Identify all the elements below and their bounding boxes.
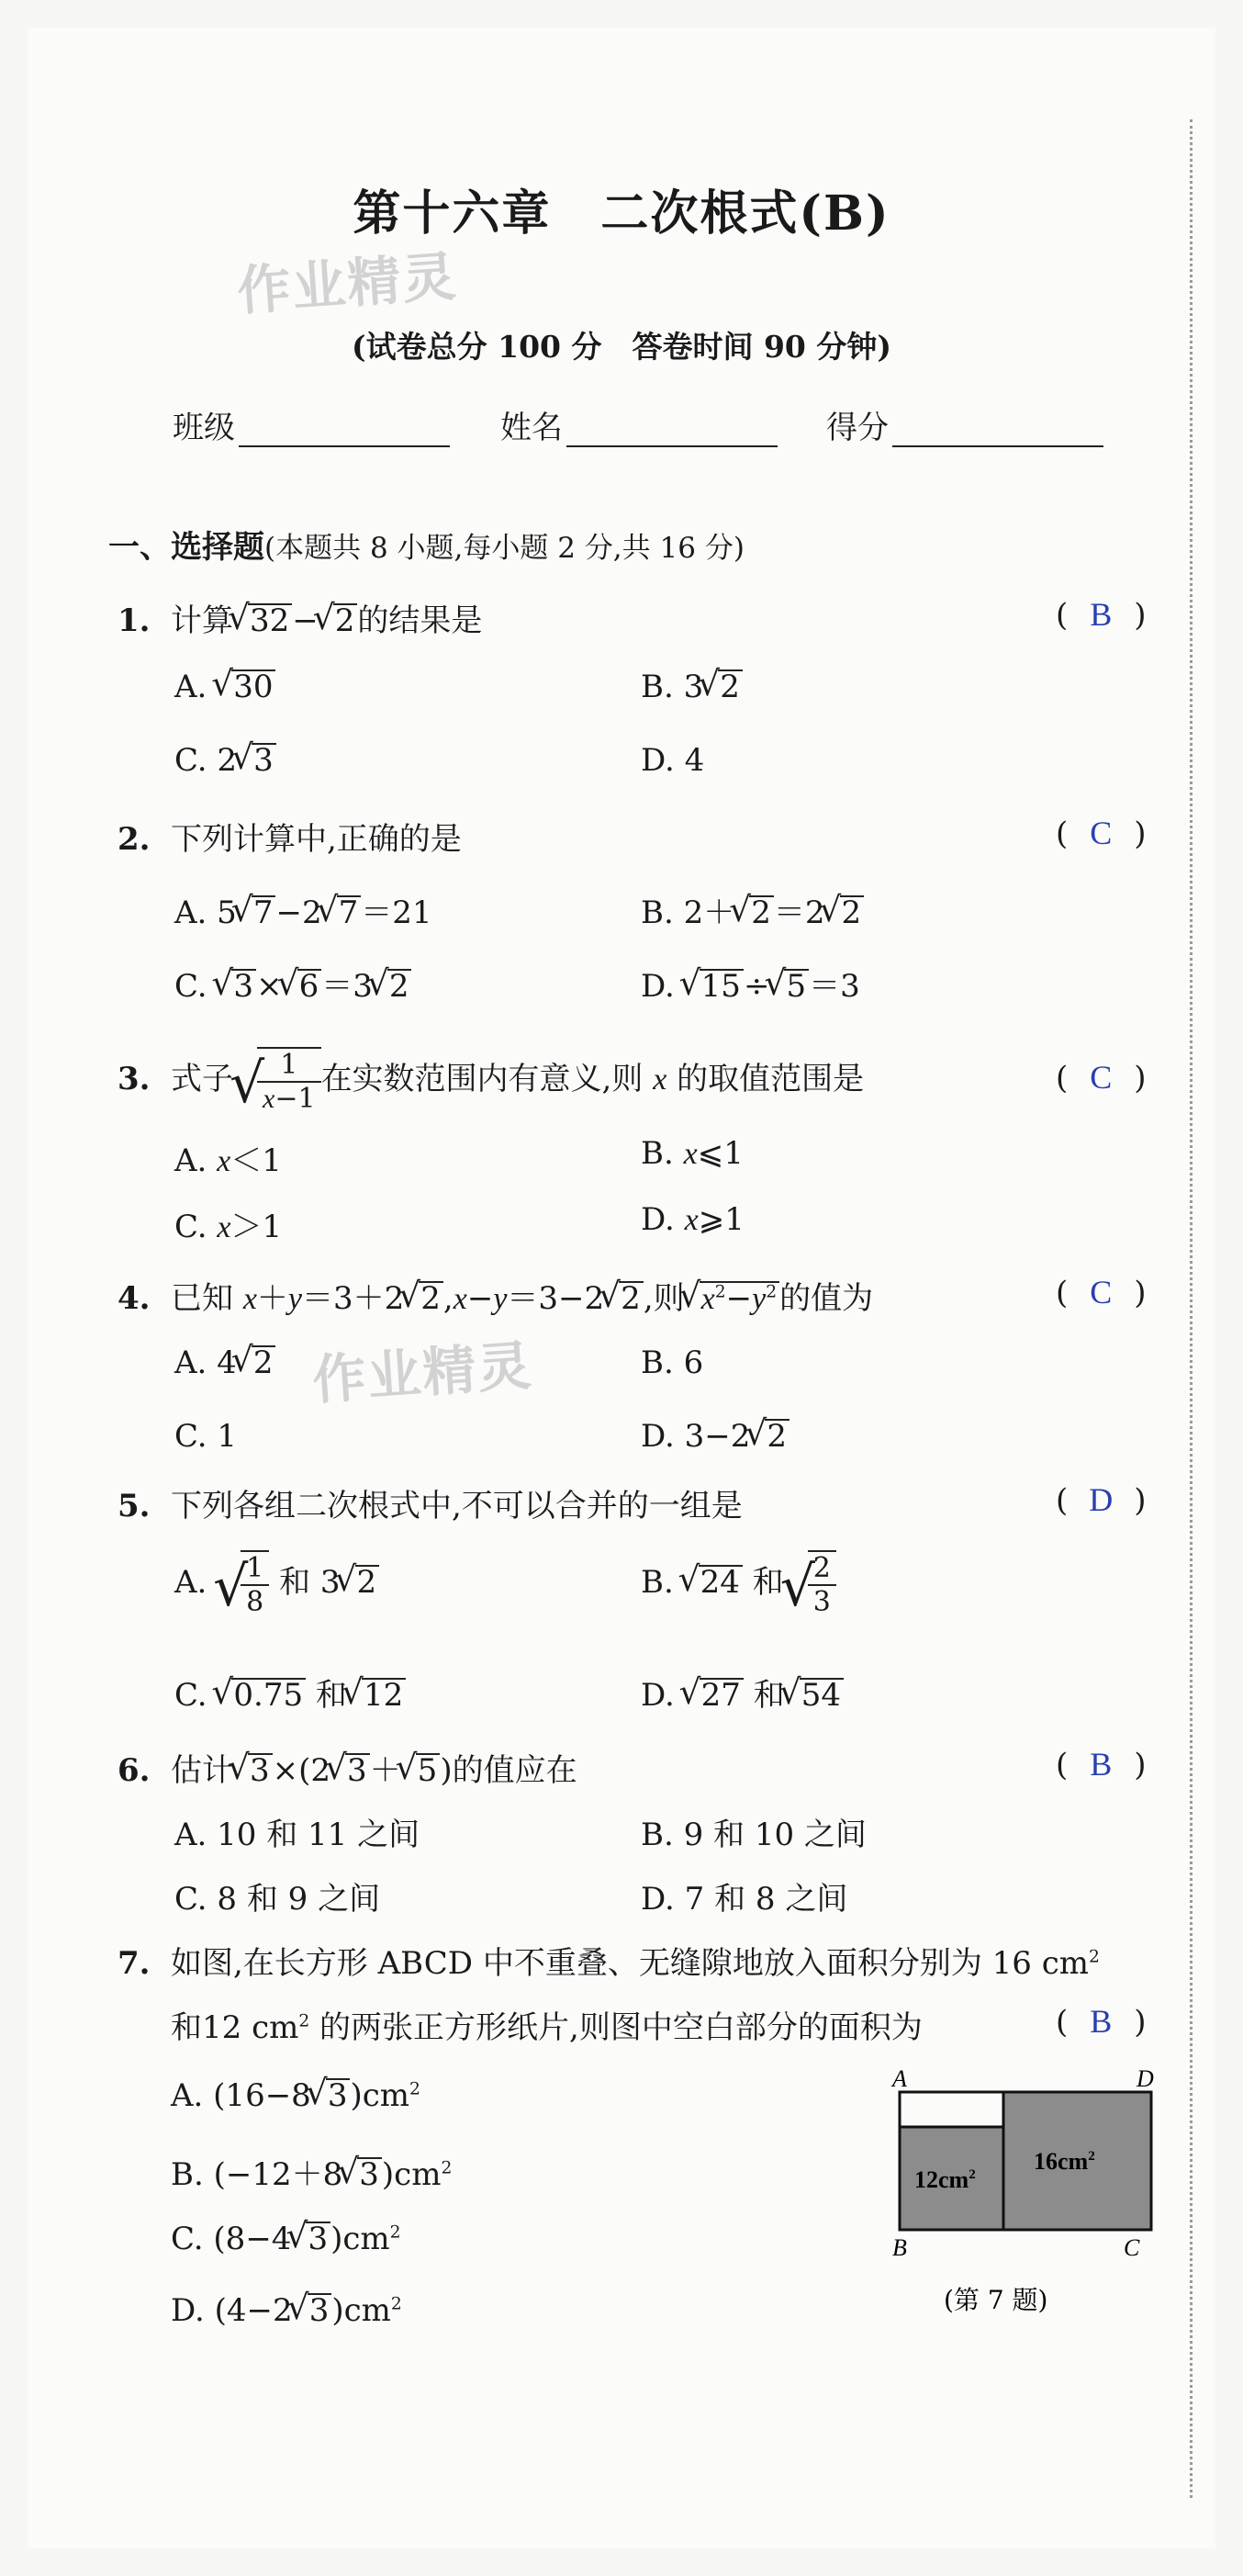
option-4c: C. 1 (174, 1418, 238, 1455)
score-blank[interactable] (892, 414, 1103, 447)
answer-5: ( D ) (1056, 1481, 1147, 1519)
binding-dotted-line (1190, 119, 1193, 2498)
answer-2: ( C ) (1056, 815, 1147, 852)
option-4b: B. 6 (641, 1344, 704, 1381)
large-square-label: $16cm^2$ (1034, 2148, 1095, 2175)
question-6: 6. 估计√ 3×(2√ 3＋√ 5)的值应在 (118, 1745, 577, 1790)
option-3a: A. x＜1 (174, 1142, 282, 1179)
question-1: 1. 计算√ 32−√ 2的结果是 (118, 595, 482, 640)
name-blank[interactable] (566, 414, 778, 447)
answer-3: ( C ) (1056, 1059, 1147, 1097)
question-7-line2: 和12 $cm^2$ 的两张正方形纸片,则图中空白部分的面积为 (171, 2009, 923, 2046)
option-6d: D. 7 和 8 之间 (641, 1881, 848, 1918)
option-7b: B. (−12＋8√ $3)cm^2$ (171, 2149, 452, 2194)
option-2c: C. √ 3×√ 6＝3√ 2 (174, 961, 411, 1006)
option-5b: B. √ 24 和 √ $\frac{2}{3}$ (641, 1550, 836, 1618)
option-4a: A. 4√ 2 (174, 1344, 275, 1381)
section-heading: 一、选择题(本题共 8 小题,每小题 2 分,共 16 分) (108, 529, 745, 566)
option-2d: D. √ 15÷√ 5＝3 (641, 961, 860, 1006)
watermark: 作业精灵 (310, 1333, 535, 1412)
option-5d: D. √ 27 和√ 54 (641, 1670, 844, 1715)
option-6c: C. 8 和 9 之间 (174, 1881, 381, 1918)
rectangle-figure (889, 2063, 1164, 2338)
watermark: 作业精灵 (235, 244, 460, 323)
vertex-b: B (892, 2234, 907, 2261)
question-7-line1: 7. 如图,在长方形 ABCD 中不重叠、无缝隙地放入面积分别为 16 $cm^2$ (118, 1945, 1100, 1982)
vertex-d: D (1137, 2065, 1154, 2092)
option-1d: D. 4 (641, 742, 705, 779)
question-2: 2. 下列计算中,正确的是 (118, 821, 462, 858)
small-square-label: $12cm^2$ (914, 2166, 976, 2193)
option-1c: C. 2√ 3 (174, 742, 276, 779)
option-1a: A. √ 30 (174, 669, 275, 705)
option-2b: B. 2＋√ 2＝2√ 2 (641, 887, 864, 932)
option-7c: C. (8−4√ $3)cm^2$ (171, 2221, 401, 2257)
option-5c: C. √ 0.75 和√ 12 (174, 1670, 406, 1715)
score-field: 得分 (826, 402, 1103, 447)
class-field: 班级 (173, 402, 450, 447)
option-6a: A. 10 和 11 之间 (174, 1817, 420, 1853)
exam-subtitle: (试卷总分 100 分 答卷时间 90 分钟) (352, 329, 891, 365)
answer-7: ( B ) (1056, 2003, 1147, 2041)
option-2a: A. 5√ 7−2√ 7＝21 (174, 887, 431, 932)
option-4d: D. 3−2√ 2 (641, 1418, 789, 1455)
option-6b: B. 9 和 10 之间 (641, 1817, 867, 1853)
option-1b: B. 3√ 2 (641, 669, 743, 705)
answer-4: ( C ) (1056, 1274, 1147, 1311)
figure-caption: (第 7 题) (944, 2285, 1048, 2315)
vertex-c: C (1124, 2234, 1140, 2261)
question-4: 4. 已知 x＋y＝3＋2√ 2,x−y＝3−2√ 2,则√ $x^2-y^2$的值为 (118, 1273, 873, 1318)
name-field: 姓名 (500, 402, 778, 447)
option-3d: D. x⩾1 (641, 1201, 745, 1238)
class-blank[interactable] (239, 414, 450, 447)
option-7d: D. (4−2√ $3)cm^2$ (171, 2292, 402, 2329)
answer-1: ( B ) (1056, 596, 1147, 634)
question-3: 3. 式子 √ $\frac{1}{x-1}$ 在实数范围内有意义,则 x 的取值范围是 (118, 1047, 864, 1115)
option-3b: B. x⩽1 (641, 1135, 744, 1172)
option-7a: A. (16−8√ $3)cm^2$ (171, 2077, 420, 2114)
page-title: 第十六章 二次根式(B) (353, 186, 890, 242)
vertex-a: A (892, 2065, 907, 2092)
question-5: 5. 下列各组二次根式中,不可以合并的一组是 (118, 1488, 743, 1524)
option-5a: A. √ $\frac{1}{8}$ 和 3√ 2 (174, 1550, 379, 1618)
answer-6: ( B ) (1056, 1746, 1147, 1783)
option-3c: C. x＞1 (174, 1209, 283, 1245)
